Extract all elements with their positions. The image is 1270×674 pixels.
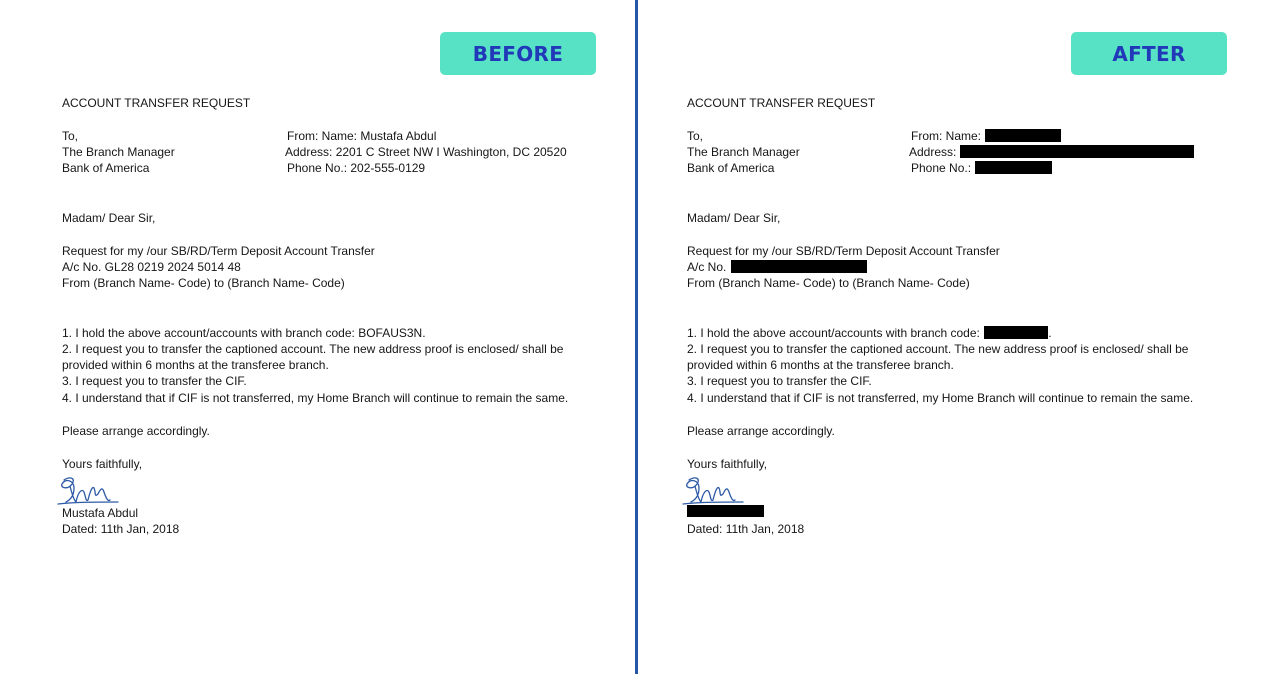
after-panel [638,0,1270,674]
point-4: 4. I understand that if CIF is not transferred, my Home Branch will continue to remain the same. [687,391,1194,405]
sender-name-row [911,128,1061,144]
sender-address-label: Address: [909,145,957,159]
sender-address-row [909,144,1194,160]
to-line: To, [687,129,704,143]
redacted-phone [975,161,1052,174]
redacted-address [960,145,1194,158]
point-2-continued: provided within 6 months at the transferee branch. [687,358,954,372]
closing-line: Please arrange accordingly. [62,424,210,438]
signer-name: Mustafa Abdul [62,506,139,520]
sender-name-label: From: Name: [911,129,982,143]
point-2: 2. I request you to transfer the captioned account. The new address proof is enclosed/ shall be [687,342,1189,356]
point-4: 4. I understand that if CIF is not transferred, my Home Branch will continue to remain the same. [62,391,569,405]
branch-line: From (Branch Name- Code) to (Branch Name- Code) [62,276,345,290]
document-title: ACCOUNT TRANSFER REQUEST [62,96,251,110]
point-1-row [687,325,1052,341]
subject-line: Request for my /our SB/RD/Term Deposit Account Transfer [687,244,1000,258]
recipient-bank: Bank of America [62,161,150,175]
document-title: ACCOUNT TRANSFER REQUEST [687,96,876,110]
signoff: Yours faithfully, [687,457,768,471]
sender-phone: Phone No.: 202-555-0129 [287,161,426,175]
sender-phone-row [911,160,1052,176]
point-1-label: 1. I hold the above account/accounts with branch code: [687,326,980,340]
point-3: 3. I request you to transfer the CIF. [687,374,872,388]
point-3: 3. I request you to transfer the CIF. [62,374,247,388]
branch-line: From (Branch Name- Code) to (Branch Name- Code) [687,276,970,290]
subject-line: Request for my /our SB/RD/Term Deposit Account Transfer [62,244,375,258]
point-2: 2. I request you to transfer the captioned account. The new address proof is enclosed/ shall be [62,342,564,356]
dated-line: Dated: 11th Jan, 2018 [687,522,805,536]
before-badge: BEFORE [440,32,596,75]
to-line: To, [62,129,79,143]
account-number-row [687,259,867,275]
recipient-bank: Bank of America [687,161,775,175]
recipient-title: The Branch Manager [62,145,175,159]
salutation: Madam/ Dear Sir, [62,211,156,225]
point-2-continued: provided within 6 months at the transferee branch. [62,358,329,372]
closing-line: Please arrange accordingly. [687,424,835,438]
sender-phone-label: Phone No.: [911,161,972,175]
after-badge: AFTER [1071,32,1227,75]
signoff: Yours faithfully, [62,457,143,471]
sender-name: From: Name: Mustafa Abdul [287,129,437,143]
account-number-line: A/c No. GL28 0219 2024 5014 48 [62,260,241,274]
redacted-branch-code [984,326,1048,339]
dated-line: Dated: 11th Jan, 2018 [62,522,180,536]
recipient-title: The Branch Manager [687,145,800,159]
salutation: Madam/ Dear Sir, [687,211,781,225]
redacted-name [985,129,1061,142]
point-1: 1. I hold the above account/accounts with branch code: BOFAUS3N. [62,326,426,340]
account-number-label: A/c No. [687,260,727,274]
redacted-account-number [731,260,867,273]
redacted-signer-name [687,505,764,517]
point-1-end: . [1048,326,1052,340]
sender-address: Address: 2201 C Street NW I Washington, DC 20520 [285,145,567,159]
